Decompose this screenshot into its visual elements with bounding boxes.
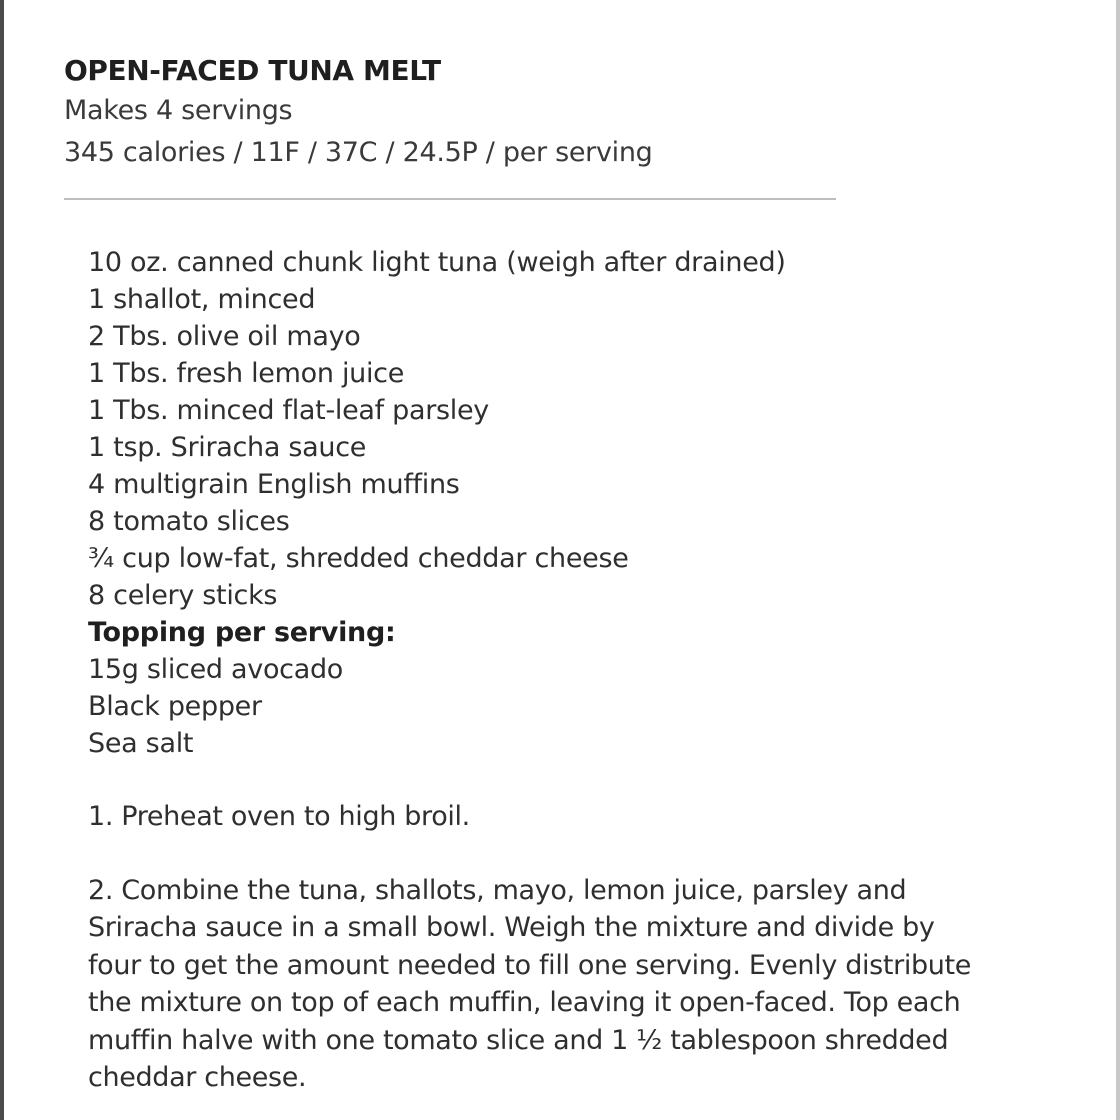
ingredient-item: 2 Tbs. olive oil mayo (88, 321, 361, 352)
ingredient-item: 4 multigrain English muffins (88, 469, 460, 500)
page-right-border (1116, 0, 1120, 1120)
step-2 (88, 872, 1028, 1097)
ingredient-item: ¾ cup low-fat, shredded cheddar cheese (88, 543, 629, 574)
page-left-border (0, 0, 4, 1120)
step-2-line: muffin halve with one tomato slice and 1 ½ tablespoon shredded (88, 1024, 949, 1056)
header-divider (64, 198, 836, 200)
ingredient-item: 8 celery sticks (88, 580, 278, 611)
step-2-line: 2. Combine the tuna, shallots, mayo, lemon juice, parsley and (88, 874, 907, 906)
topping-list (88, 651, 1088, 762)
topping-heading: Topping per serving: (88, 617, 396, 648)
step-2-line: the mixture on top of each muffin, leaving it open-faced. Top each (88, 987, 961, 1018)
nutrition-text: 345 calories / 11F / 37C / 24.5P / per serving (64, 137, 653, 168)
ingredient-item: 8 tomato slices (88, 506, 290, 537)
ingredient-item: 1 Tbs. minced flat-leaf parsley (88, 395, 489, 426)
ingredient-list (88, 244, 1088, 614)
ingredient-item: 1 shallot, minced (88, 284, 316, 315)
step-1: 1. Preheat oven to high broil. (88, 801, 470, 832)
topping-item: Black pepper (88, 691, 262, 722)
topping-item: Sea salt (88, 728, 194, 759)
recipe-body (88, 244, 1088, 1097)
servings-text: Makes 4 servings (64, 95, 293, 126)
step-2-line: four to get the amount needed to fill one serving. Evenly distribute (88, 949, 972, 981)
recipe-header (64, 52, 844, 174)
ingredient-item: 1 tsp. Sriracha sauce (88, 432, 367, 463)
ingredient-item: 1 Tbs. fresh lemon juice (88, 358, 405, 389)
ingredient-item: 10 oz. canned chunk light tuna (weigh after drained) (88, 247, 786, 278)
step-2-line: Sriracha sauce in a small bowl. Weigh the mixture and divide by (88, 912, 935, 943)
step-2-line: cheddar cheese. (88, 1062, 307, 1093)
recipe-title: OPEN-FACED TUNA MELT (64, 54, 441, 87)
topping-item: 15g sliced avocado (88, 654, 344, 685)
